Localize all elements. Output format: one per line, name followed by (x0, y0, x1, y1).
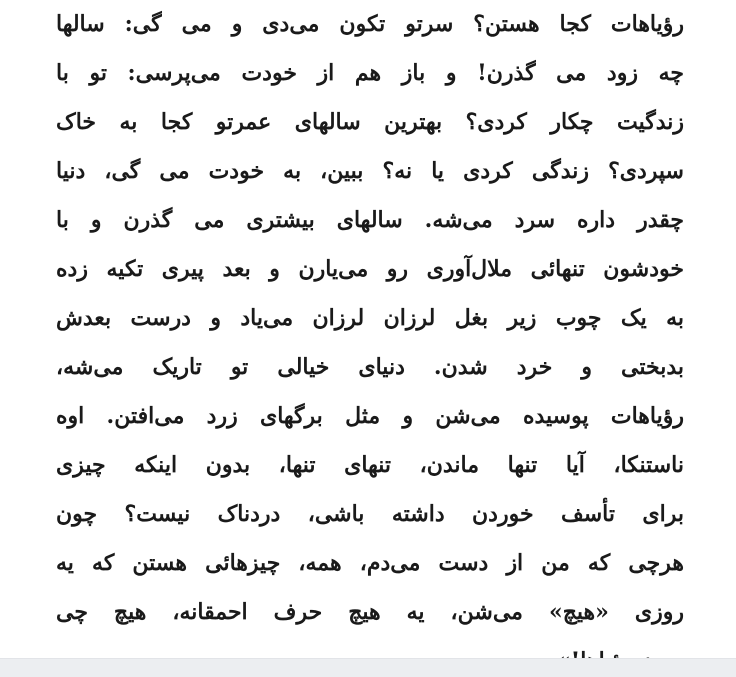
text-line-7: به یک چوب زیر بغل لرزان لرزان می‌یاد و درست بعدش (56, 305, 684, 331)
text-line-3: زندگیت چکار کردی؟ بهترین سالهای عمرتو کجا به خاک (56, 109, 684, 135)
text-line-9: رؤیاهات پوسیده می‌شن و مثل برگهای زرد می‌افتن. اوه (56, 403, 684, 429)
text-line-12: هرچی که من از دست می‌دم، همه، چیزهائی هستن که یه (56, 550, 684, 576)
bottom-strip (0, 658, 736, 677)
text-line-6: خودشون تنهائی ملال‌آوری رو می‌یارن و بعد پیری تکیه زده (56, 256, 684, 282)
text-line-8: بدبختی و خرد شدن. دنیای خیالی تو تاریک می‌شه، (56, 354, 684, 380)
text-line-2: چه زود می گذرن! و باز هم از خودت می‌پرسی: تو با (56, 60, 684, 86)
text-line-4: سپردی؟ زندگی کردی یا نه؟ ببین، به خودت می گی، دنیا (56, 158, 684, 184)
text-line-10: ناستنکا، آیا تنها ماندن، تنهای تنها، بدون اینکه چیزی (56, 452, 684, 478)
text-line-1: رؤیاهات کجا هستن؟ سرتو تکون می‌دی و می گی: سالها (56, 11, 684, 37)
document-body (56, 0, 684, 677)
text-line-5: چقدر داره سرد می‌شه. سالهای بیشتری می گذرن و با (56, 207, 684, 233)
text-line-11: برای تأسف خوردن داشته باشی، دردناک نیست؟ چون (56, 501, 684, 527)
text-line-13: روزی «هیچ» می‌شن، یه هیچ حرف احمقانه، هیچ چی (56, 599, 684, 625)
